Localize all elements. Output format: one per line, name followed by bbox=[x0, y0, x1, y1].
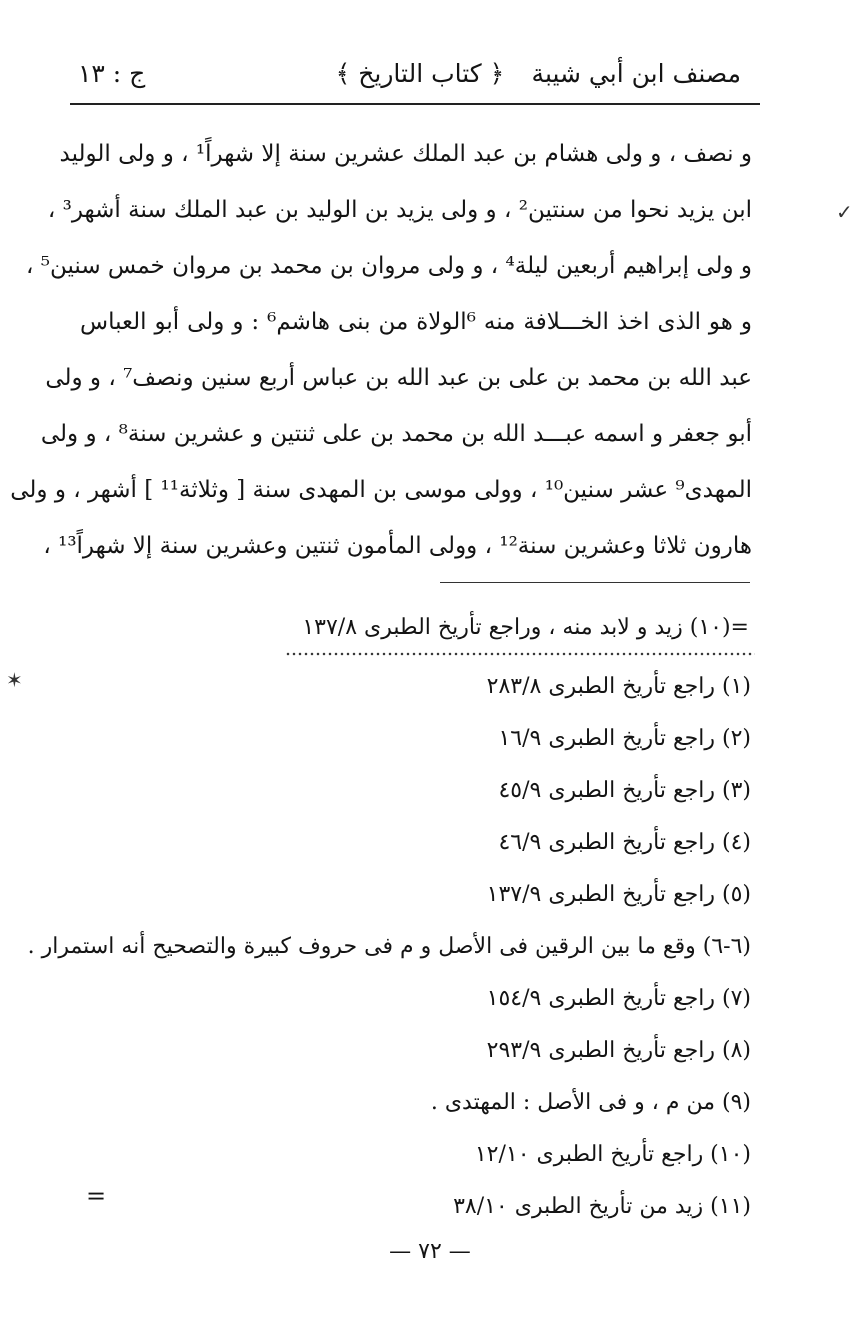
volume-number: ج : ١٣ bbox=[78, 59, 146, 88]
body-line: ابن يزيد نحوا من سنتين² ، و ولى يزيد بن الوليد بن عبد الملك سنة أشهر³ ، bbox=[47, 197, 752, 223]
body-line: المهدى⁹ عشر سنين¹⁰ ، وولى موسى بن المهدى سنة [ وثلاثة¹¹ ] أشهر ، و ولى bbox=[10, 477, 752, 503]
body-line: و نصف ، و ولى هشام بن عبد الملك عشرين سنة إلا شهراً¹ ، و ولى الوليد bbox=[59, 141, 752, 167]
footnote-wavy-rule bbox=[285, 652, 755, 656]
book-title: مصنف ابن أبي شيبة bbox=[531, 59, 741, 88]
footnote: (٣) راجع تأريخ الطبرى ٤٥/٩ bbox=[498, 778, 751, 803]
footnote: (١١) زيد من تأريخ الطبرى ٣٨/١٠ bbox=[453, 1194, 751, 1219]
page-number: — ٧٢ — bbox=[389, 1239, 471, 1264]
body-line: هارون ثلاثا وعشرين سنة¹² ، وولى المأمون ثنتين وعشرين سنة إلا شهراً¹³ ، bbox=[43, 533, 752, 559]
footnote: (١٠) راجع تأريخ الطبرى ١٢/١٠ bbox=[474, 1142, 751, 1167]
footnote-continuation: =(١٠) زيد و لابد منه ، وراجع تأريخ الطبرى ١٣٧/٨ bbox=[302, 615, 749, 640]
body-line: و هو الذى اخذ الخـــلافة منه ⁶الولاة من بنى هاشم⁶ : و ولى أبو العباس bbox=[80, 309, 752, 335]
footnote: (٧) راجع تأريخ الطبرى ١٥٤/٩ bbox=[486, 986, 751, 1011]
continuation-mark: = bbox=[86, 1182, 107, 1210]
header-rule bbox=[70, 103, 760, 105]
margin-star-mark: ✶ bbox=[6, 668, 23, 692]
footnote: (٨) راجع تأريخ الطبرى ٢٩٣/٩ bbox=[486, 1038, 751, 1063]
footnote: (٩) من م ، و فى الأصل : المهتدى . bbox=[430, 1090, 751, 1115]
footnote: (٤) راجع تأريخ الطبرى ٤٦/٩ bbox=[498, 830, 751, 855]
footnote: (٦-٦) وقع ما بين الرقين فى الأصل و م فى حروف كبيرة والتصحيح أنه استمرار . bbox=[27, 934, 751, 959]
body-line: عبد الله بن محمد بن على بن عبد الله بن عباس أربع سنين ونصف⁷ ، و ولى bbox=[45, 365, 752, 391]
footnote: (٥) راجع تأريخ الطبرى ١٣٧/٩ bbox=[486, 882, 751, 907]
body-line: أبو جعفر و اسمه عبـــد الله بن محمد بن على ثنتين و عشرين سنة⁸ ، و ولى bbox=[40, 421, 752, 447]
footnote-separator bbox=[440, 582, 750, 583]
footnote: (١) راجع تأريخ الطبرى ٢٨٣/٨ bbox=[486, 674, 751, 699]
section-title: ﴿ كتاب التاريخ ﴾ bbox=[335, 59, 505, 88]
footnote: (٢) راجع تأريخ الطبرى ١٦/٩ bbox=[498, 726, 751, 751]
margin-check-mark: ✓ bbox=[836, 200, 853, 224]
body-line: و ولى إبراهيم أربعين ليلة⁴ ، و ولى مروان بن محمد بن مروان خمس سنين⁵ ، bbox=[25, 253, 752, 279]
